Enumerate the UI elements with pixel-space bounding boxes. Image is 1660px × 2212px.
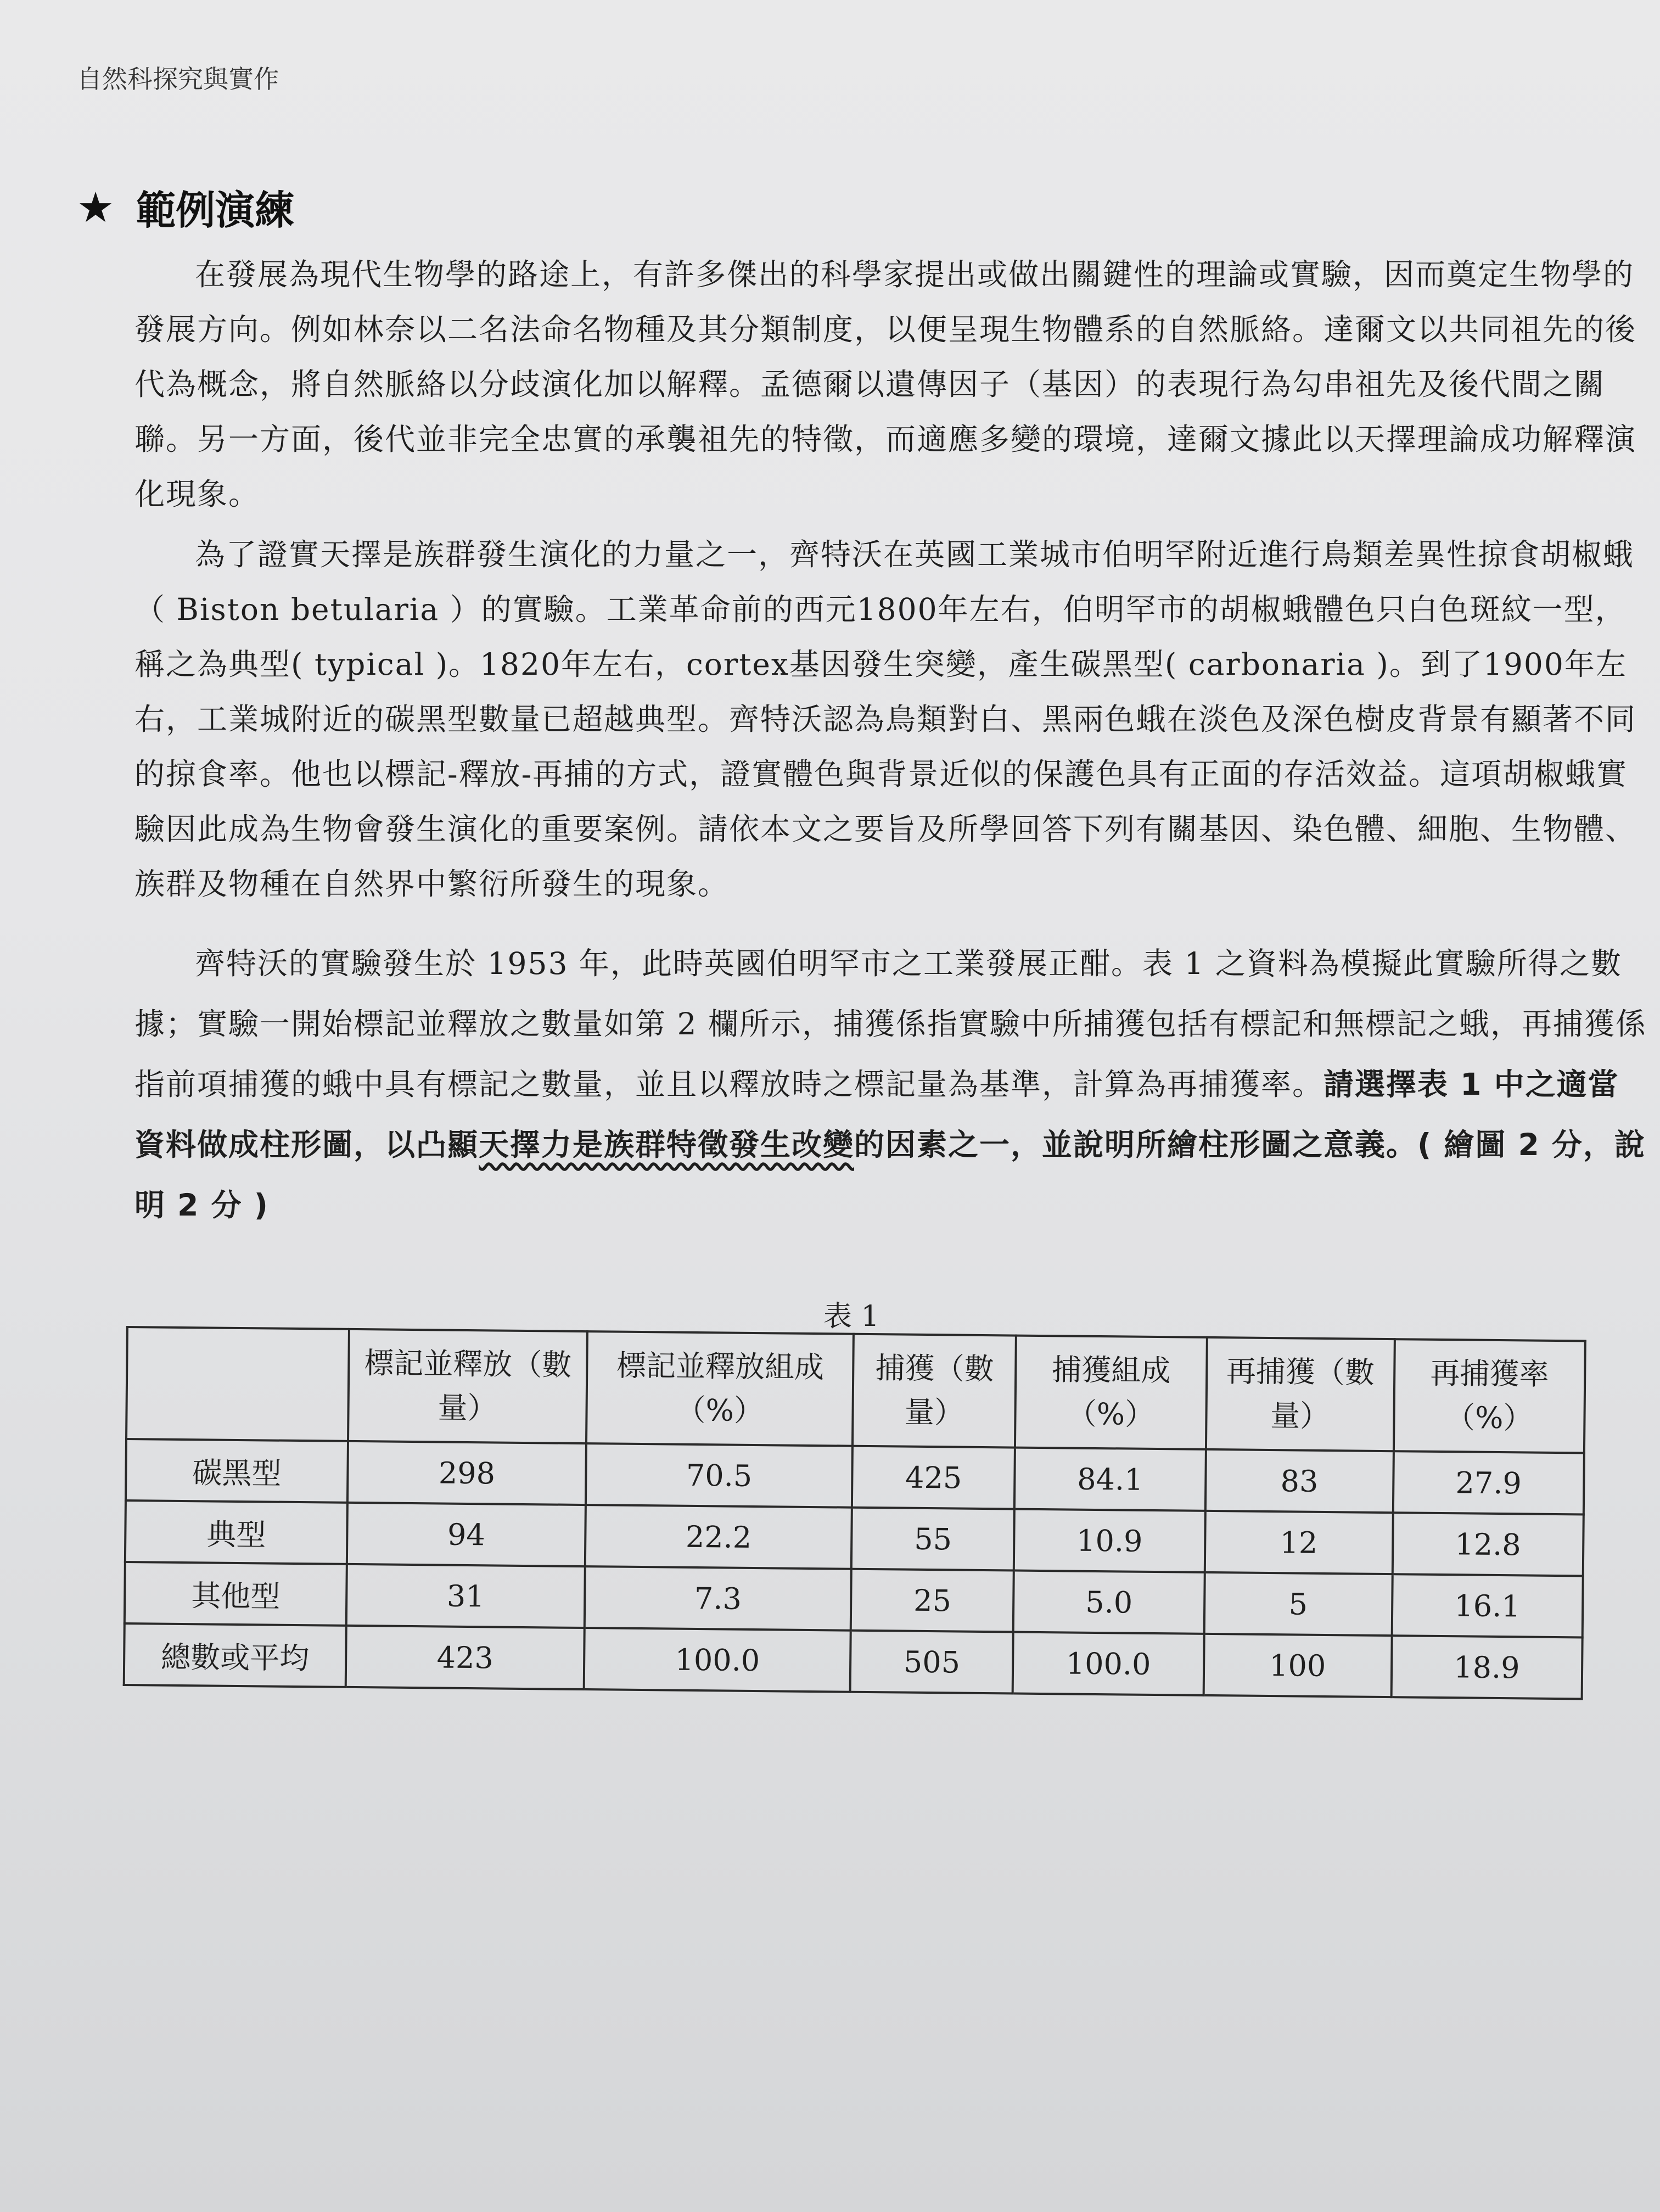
header-cell-corner (126, 1327, 349, 1441)
table-cell: 425 (852, 1446, 1015, 1509)
table-cell: 83 (1205, 1449, 1393, 1513)
table-cell: 16.1 (1392, 1574, 1583, 1637)
paragraph-3-text: 齊特沃的實驗發生於 1953 年，此時英國伯明罕市之工業發展正酣。表 1 之資料為模擬此實驗所得之數據；實驗一開始標記並釋放之數量如第 2 欄所示，捕獲係指實驗中所捕獲包括有標記和無標記之蛾，再捕獲係指前項捕獲的蛾中具有標記之數量，並且以釋放時之標記量為基準，計算為再捕獲率。 (134, 946, 1647, 1102)
task-instruction-part-2: 的因素之一，並說明所繪柱形圖之意義。( 繪圖 2 分，說明 2 分 ) (134, 1127, 1646, 1223)
table-header-row (126, 1327, 1585, 1453)
table-cell: 5 (1204, 1572, 1392, 1636)
table-cell: 18.9 (1391, 1636, 1582, 1699)
section-title (77, 178, 294, 236)
table-cell: 31 (346, 1564, 585, 1628)
header-cell-captured-count: 捕獲（數量） (853, 1334, 1016, 1448)
table-cell: 27.9 (1393, 1451, 1584, 1514)
row-label: 總數或平均 (124, 1623, 346, 1687)
table-cell: 70.5 (586, 1443, 853, 1508)
table-cell: 100.0 (1013, 1632, 1204, 1695)
header-cell-captured-percent: 捕獲組成（%） (1015, 1336, 1207, 1449)
table-cell: 7.3 (585, 1566, 851, 1631)
section-title-text: 範例演練 (136, 187, 295, 233)
table-cell: 25 (851, 1569, 1014, 1632)
paragraph-2: 為了證實天擇是族群發生演化的力量之一，齊特沃在英國工業城市伯明罕附近進行鳥類差異性掠食胡椒蛾（ Biston betularia ）的實驗。工業革命前的西元1800年左右，伯明罕市的胡椒蛾體色只白色斑紋一型，稱之為典型( typical )。1820年左右，cortex基因發生突變，產生碳黑型( carbonaria )。到了1900年左右，工業城附近的碳黑型數量已超越典型。齊特沃認為鳥類對白、黑兩色蛾在淡色及深色樹皮背景有顯著不同的掠食率。他也以標記-釋放-再捕的方式，證實體色與背景近似的保護色具有正面的存活效益。這項胡椒蛾實驗因此成為生物會發生演化的重要案例。請依本文之要旨及所學回答下列有關基因、染色體、細胞、生物體、族群及物種在自然界中繁衍所發生的現象。 (134, 537, 1637, 901)
table-cell: 505 (850, 1631, 1013, 1694)
table-cell: 10.9 (1014, 1509, 1205, 1572)
header-cell-recaptured-count: 再捕獲（數量） (1206, 1337, 1395, 1451)
table-cell: 55 (851, 1508, 1014, 1571)
row-label: 典型 (125, 1500, 347, 1564)
row-label: 其他型 (125, 1562, 347, 1626)
task-instruction-part-1: 請選擇表 1 中之適當資料做成柱形圖，以凸顯 (134, 1067, 1619, 1162)
table-cell: 94 (347, 1503, 586, 1566)
table-cell: 22.2 (585, 1505, 852, 1569)
table-cell: 100 (1203, 1634, 1392, 1697)
running-head: 自然科探究與實作 (77, 64, 279, 94)
star-icon: ★ (77, 182, 115, 232)
table-cell: 12.8 (1392, 1513, 1583, 1576)
paragraph-3 (134, 933, 1650, 1235)
table-caption: 表 1 (823, 1300, 879, 1333)
row-label: 碳黑型 (126, 1439, 348, 1503)
table-cell: 298 (347, 1441, 586, 1505)
data-table (123, 1326, 1586, 1700)
paragraph-1: 在發展為現代生物學的路途上，有許多傑出的科學家提出或做出關鍵性的理論或實驗，因而奠定生物學的發展方向。例如林奈以二名法命名物種及其分類制度，以便呈現生物體系的自然脈絡。達爾文以共同祖先的後代為概念，將自然脈絡以分歧演化加以解釋。孟德爾以遺傳因子（基因）的表現行為勾串祖先及後代間之關聯。另一方面，後代並非完全忠實的承襲祖先的特徵，而適應多變的環境，達爾文據此以天擇理論成功解釋演化現象。 (134, 257, 1637, 512)
table-cell: 100.0 (584, 1628, 851, 1692)
header-cell-recapture-rate: 再捕獲率（%） (1394, 1339, 1585, 1453)
table-cell: 423 (346, 1626, 585, 1689)
body-text (134, 247, 1650, 1241)
task-instruction-underlined: 天擇力是族群特徵發生改變 (479, 1127, 855, 1162)
table-cell: 5.0 (1013, 1571, 1204, 1634)
header-cell-marked-released-percent: 標記並釋放組成（%） (586, 1331, 854, 1446)
table-cell: 12 (1204, 1511, 1393, 1574)
header-cell-marked-released-count: 標記並釋放（數量） (348, 1329, 587, 1443)
table-cell: 84.1 (1014, 1448, 1205, 1511)
